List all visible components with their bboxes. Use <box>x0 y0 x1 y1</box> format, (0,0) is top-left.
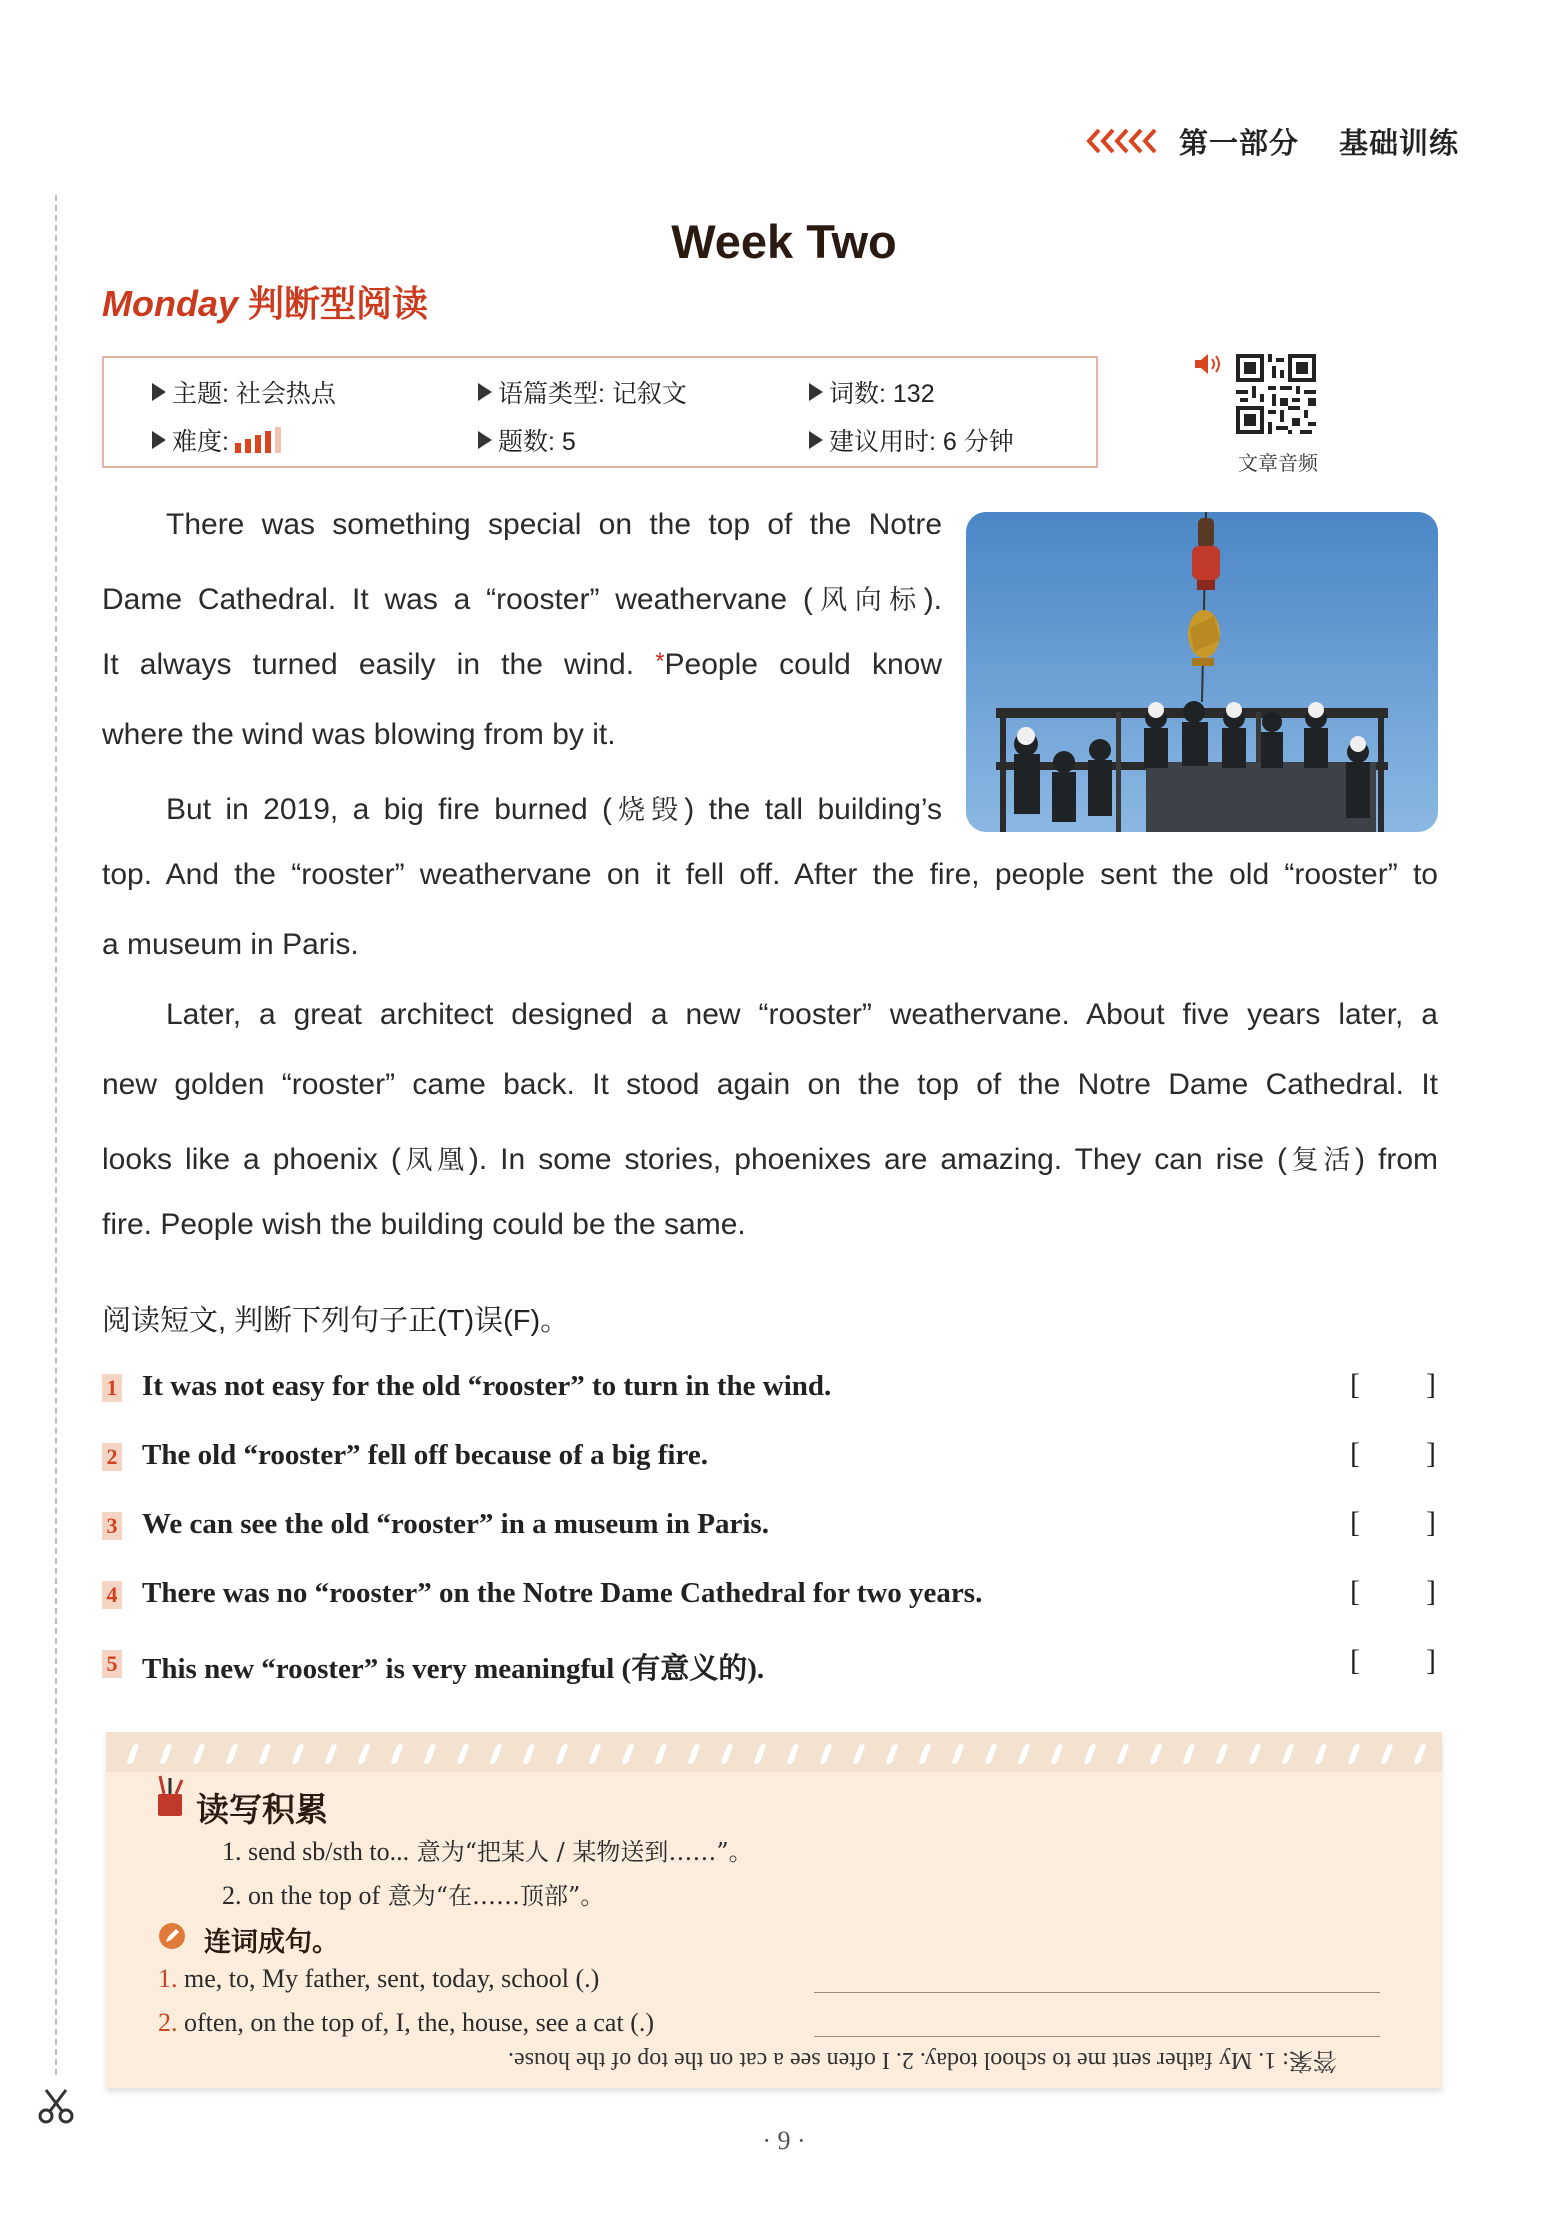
cut-line <box>55 195 57 2075</box>
passage-line: fire. People wish the building could be the same. <box>102 1208 746 1241</box>
passage-line: Later, a great architect designed a new “rooster” weathervane. About five years later, a <box>166 998 1438 1031</box>
info-difficulty: 难度: <box>152 422 281 458</box>
page-number: · 9 · <box>762 2126 806 2155</box>
passage-line: looks like a phoenix (凤凰). In some stories, phoenixes are amazing. They can rise (复活) from <box>102 1143 1439 1176</box>
pencil-cup-icon <box>152 1774 188 1818</box>
exercise-item: 2. often, on the top of, I, the, house, see a cat (.) <box>158 2008 655 2037</box>
difficulty-bar <box>265 431 271 453</box>
arrow-icon <box>152 383 166 401</box>
answer-bracket-left[interactable]: [ <box>1350 1644 1360 1677</box>
qr-code[interactable] <box>1232 350 1320 438</box>
passage-line: But in 2019, a big fire burned (烧毁) the tall building’s <box>166 793 942 826</box>
answer-line[interactable] <box>814 2036 1380 2037</box>
question-text: The old “rooster” fell off because of a big fire. <box>142 1439 708 1471</box>
question-number: 5 <box>102 1650 122 1678</box>
info-words: 词数: 132 <box>809 374 935 410</box>
answer-bracket-right[interactable]: ] <box>1426 1575 1436 1608</box>
rooster-weathervane-photo <box>966 512 1438 832</box>
arrow-icon <box>809 431 823 449</box>
qr-label: 文章音频 <box>1238 453 1318 475</box>
speaker-icon[interactable] <box>1193 352 1223 376</box>
chevrons-left-icon <box>1085 126 1165 156</box>
answer-line[interactable] <box>814 1992 1380 1993</box>
arrow-icon <box>478 383 492 401</box>
header-section: 基础训练 <box>1339 127 1460 160</box>
question-text: There was no “rooster” on the Notre Dame Cathedral for two years. <box>142 1577 983 1609</box>
passage-line: a museum in Paris. <box>102 928 359 961</box>
link-sentences-title: 连词成句。 <box>204 1927 339 1957</box>
question-text: We can see the old “rooster” in a museum in Paris. <box>142 1508 769 1540</box>
passage-line: top. And the “rooster” weathervane on it fell off. After the fire, people sent the old “rooster” to <box>102 858 1438 891</box>
question-text: This new “rooster” is very meaningful (有意义的). <box>142 1653 765 1685</box>
answer-bracket-left[interactable]: [ <box>1350 1575 1360 1608</box>
day-title <box>102 276 428 327</box>
answer-bracket-right[interactable]: ] <box>1426 1644 1436 1677</box>
upside-down-answer: 答案: 1. My father sent me to school today. 2. I often see a cat on the top of the house. <box>508 2047 1337 2073</box>
question-text: It was not easy for the old “rooster” to turn in the wind. <box>142 1370 832 1402</box>
answer-bracket-left[interactable]: [ <box>1350 1368 1360 1401</box>
answer-bracket-right[interactable]: ] <box>1426 1437 1436 1470</box>
info-box <box>102 356 1098 468</box>
answer-bracket-right[interactable]: ] <box>1426 1506 1436 1539</box>
info-topic: 主题: 社会热点 <box>152 374 336 410</box>
question-number: 1 <box>102 1374 122 1402</box>
info-questions: 题数: 5 <box>478 422 576 458</box>
arrow-icon <box>478 431 492 449</box>
passage-line: It always turned easily in the wind. *People could know <box>102 648 942 681</box>
difficulty-bars <box>235 427 281 453</box>
info-genre: 语篇类型: 记叙文 <box>478 374 687 410</box>
notebook-top <box>106 1732 1442 1772</box>
passage-line: where the wind was blowing from by it. <box>102 718 616 751</box>
question-number: 2 <box>102 1443 122 1471</box>
pencil-icon <box>158 1922 186 1950</box>
accumulation-title: 读写积累 <box>196 1791 328 1828</box>
difficulty-bar <box>255 435 261 453</box>
passage-line: There was something special on the top of the Notre <box>166 508 942 541</box>
day-name: Monday <box>102 283 239 324</box>
info-time: 建议用时: 6 分钟 <box>809 422 1014 458</box>
difficulty-bar <box>235 443 241 453</box>
task-instruction: 阅读短文, 判断下列句子正(T)误(F)。 <box>102 1305 570 1337</box>
scissors-icon <box>36 2086 76 2126</box>
phrase-note: 1. send sb/sth to... 意为“把某人 / 某物送到……”。 <box>222 1837 753 1866</box>
difficulty-bar <box>245 439 251 453</box>
week-title: Week Two <box>671 215 897 268</box>
star-mark: * <box>655 648 665 675</box>
passage-line: Dame Cathedral. It was a “rooster” weathervane (风向标). <box>102 583 943 616</box>
answer-bracket-left[interactable]: [ <box>1350 1506 1360 1539</box>
arrow-icon <box>152 431 166 449</box>
arrow-icon <box>809 383 823 401</box>
exercise-item: 1. me, to, My father, sent, today, school (.) <box>158 1964 600 1993</box>
question-number: 4 <box>102 1581 122 1609</box>
page-header <box>1085 118 1459 164</box>
answer-bracket-right[interactable]: ] <box>1426 1368 1436 1401</box>
answer-bracket-left[interactable]: [ <box>1350 1437 1360 1470</box>
reading-type: 判断型阅读 <box>248 283 429 324</box>
header-part: 第一部分 <box>1179 127 1300 160</box>
passage-line: new golden “rooster” came back. It stood again on the top of the Notre Dame Cathedral. It <box>102 1068 1438 1101</box>
phrase-note: 2. on the top of 意为“在……顶部”。 <box>222 1881 605 1910</box>
difficulty-bar <box>275 427 281 453</box>
question-number: 3 <box>102 1512 122 1540</box>
